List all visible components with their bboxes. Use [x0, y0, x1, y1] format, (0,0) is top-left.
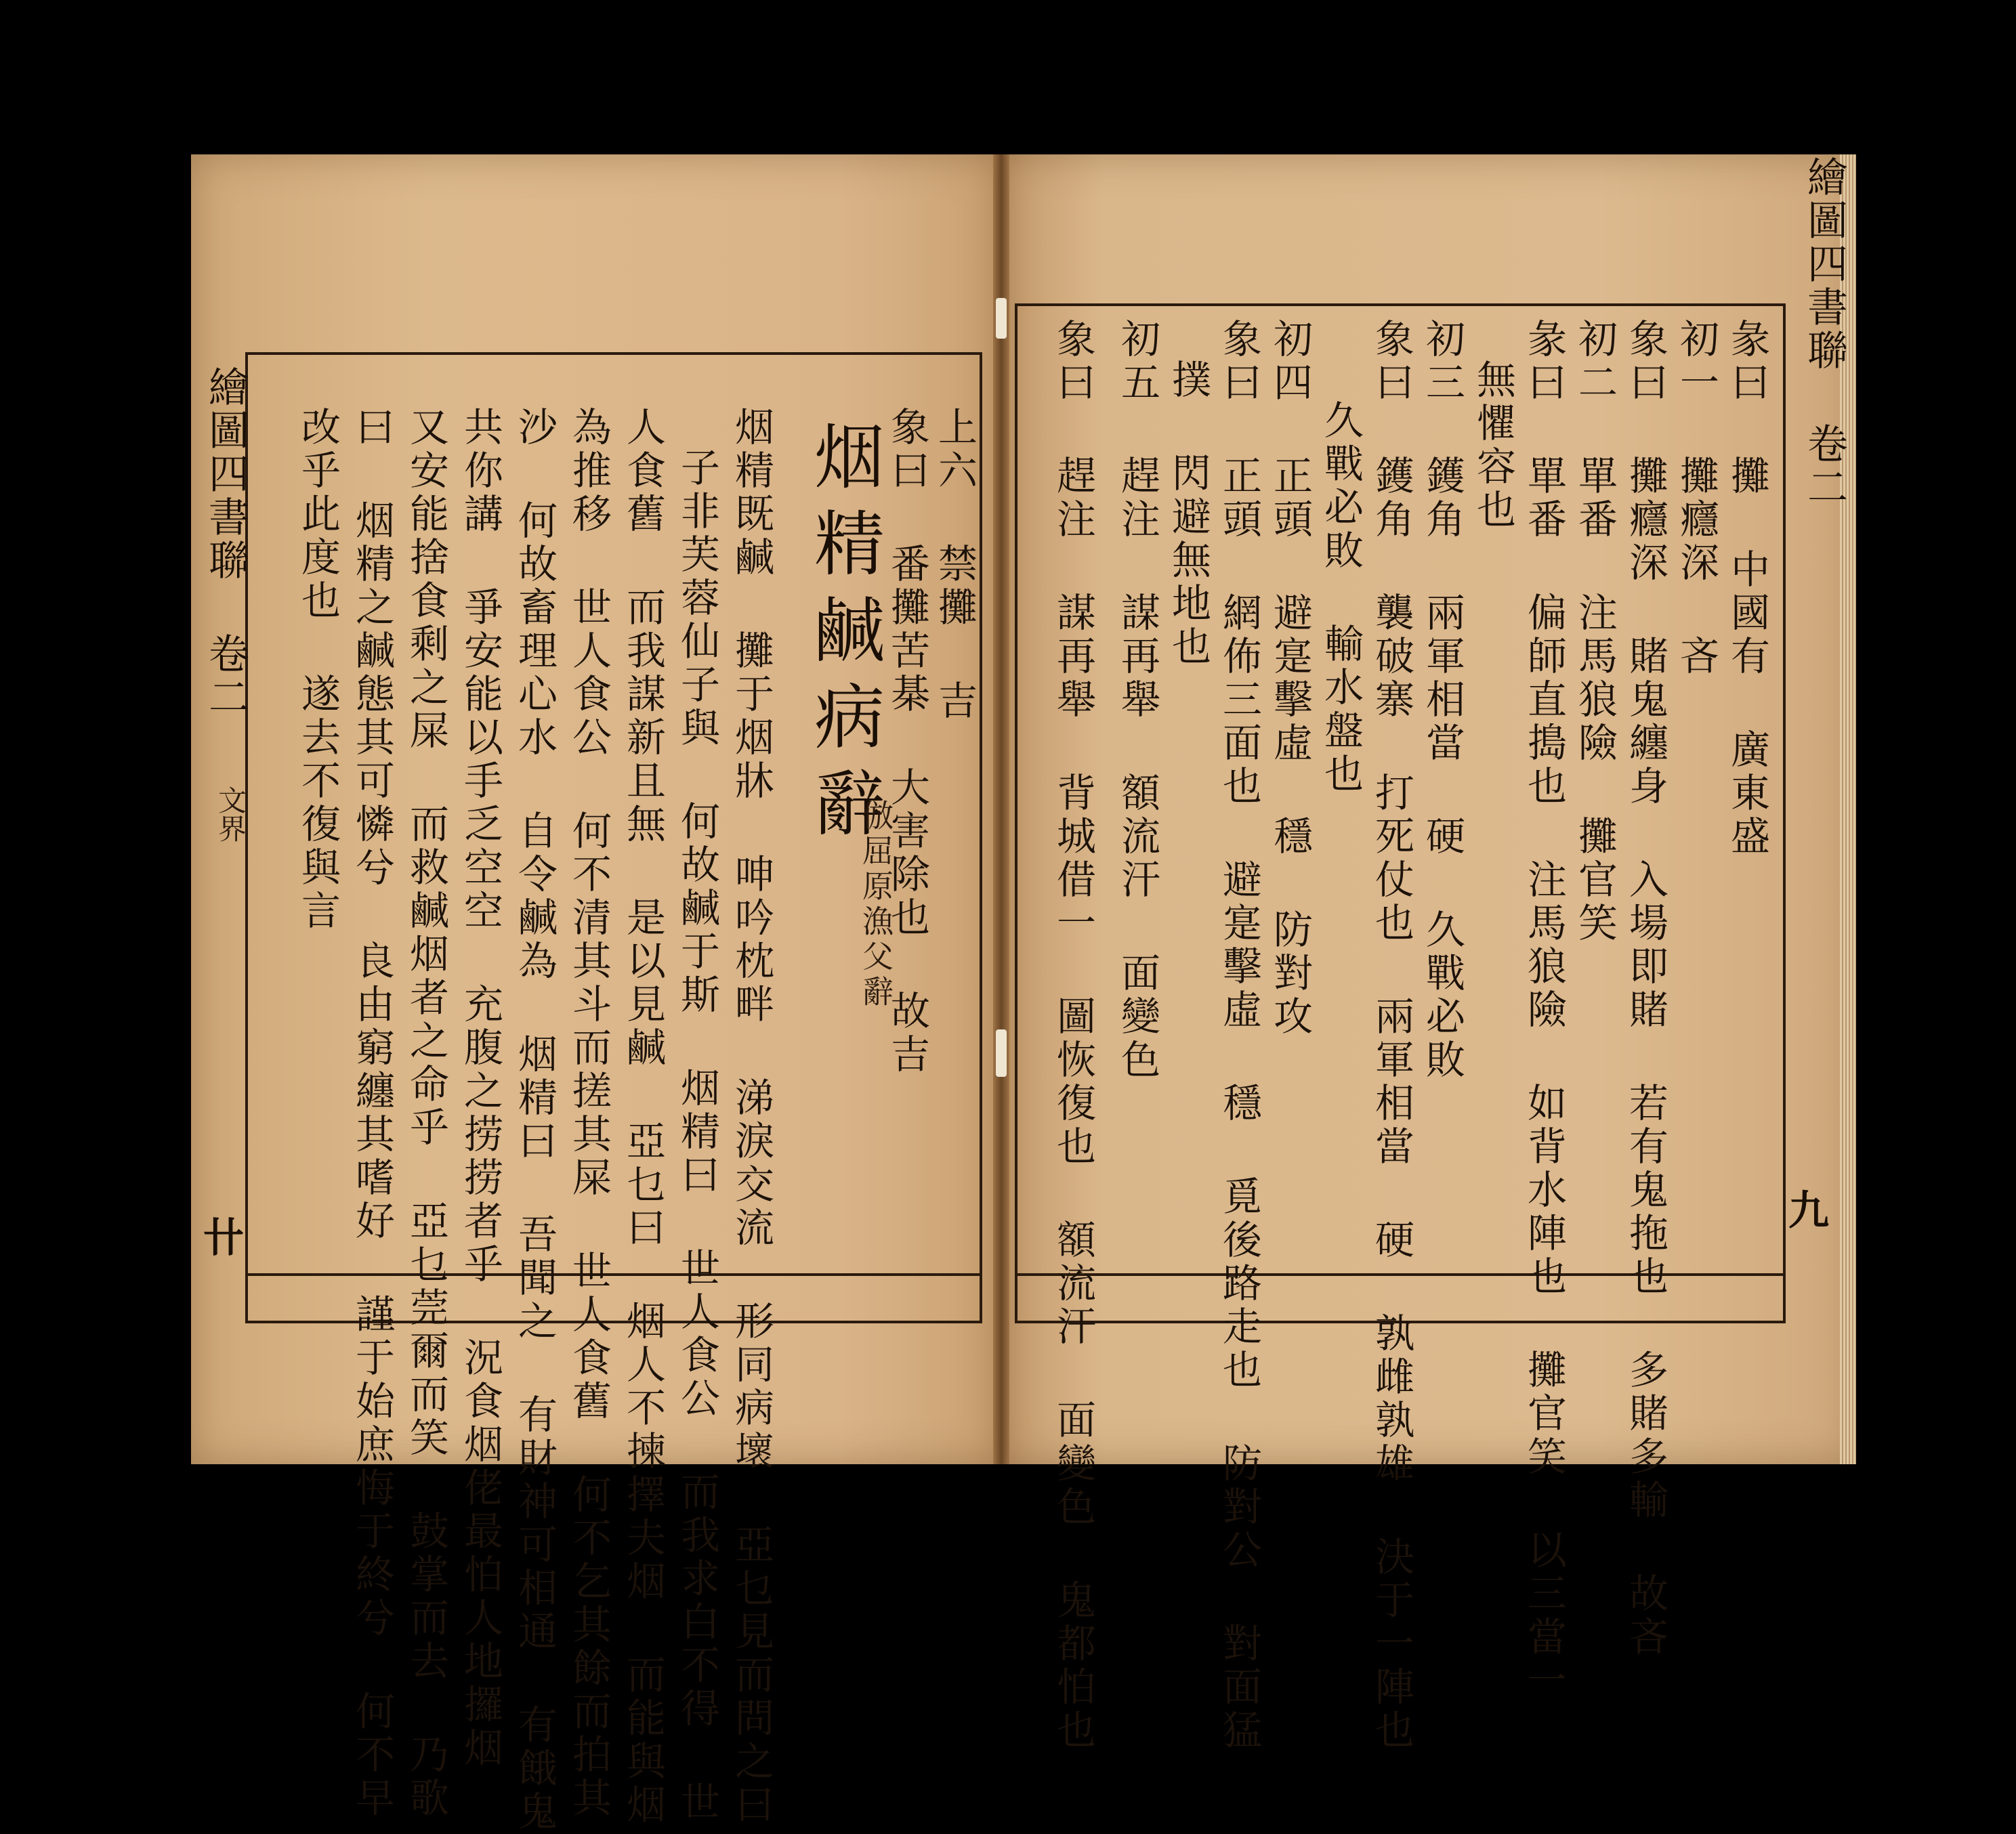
right-header-title: 繪圖四書聯 卷二	[1801, 156, 1848, 509]
text-column: 象曰 番攤苦棊 大害除也 故吉	[884, 406, 930, 1077]
text-column: 彖曰 單番 偏師直搗也 注馬狼險 如背水陣也 攤官笑 以三當一	[1521, 318, 1567, 1703]
text-column: 初五 趕注 謀再舉 額流汗 面變色	[1114, 318, 1160, 1082]
text-column: 沙 何故畜理心水 自令鹹為 烟精曰 吾聞之 有財神可相通 有餓鬼	[511, 406, 558, 1834]
text-column: 初三 鑊角 兩軍相當 硬 久戰必敗	[1419, 318, 1465, 1082]
text-column: 改乎此度也 遂去不復與言	[295, 406, 341, 933]
text-column: 撲 閃避無地也	[1165, 359, 1211, 669]
text-column: 初二 單番 注馬狼險 攤官笑	[1572, 318, 1618, 945]
text-column: 象曰 正頭 網佈三面也 避寔擊虛 穩 覓後路走也 防對公 對面猛	[1216, 318, 1262, 1753]
text-column: 共你講 爭安能以手乏空空 充腹之捞捞者乎 況食烟佬最怕人地攞烟	[457, 406, 503, 1770]
left-margin-mark: 文界	[214, 786, 247, 843]
text-column: 人食舊 而我謀新且無 是以見鹹 亞乜曰 烟人不揀擇夫烟 而能與烟	[620, 406, 666, 1827]
text-column: 象曰 趕注 謀再舉 背城借一 圖恢復也 額流汗 面變色 鬼都怕也	[1050, 318, 1096, 1753]
text-column: 無懼容也	[1470, 359, 1516, 532]
text-column: 為推移 世人食公 何不清其斗而搓其屎 世人食舊 何不乞其餘而拍其	[566, 406, 612, 1820]
text-column: 象曰 鑊角 襲破寨 打死仗也 兩軍相當 硬 孰雌孰雄 決于一陣也	[1368, 318, 1414, 1753]
essay-title: 烟精鹹病辭	[802, 420, 885, 853]
book-spine	[993, 154, 1009, 1464]
text-column: 曰 烟精之鹹態其可憐兮 良由窮纏其嗜好 謹于始庶悔于終兮 何不早	[349, 406, 395, 1820]
right-leaf-number: 九	[1788, 1187, 1829, 1235]
text-column: 烟精既鹹 攤于烟牀 呻吟枕畔 涕淚交流 形同病壞 亞乜見而問之曰	[728, 406, 774, 1827]
text-column: 子非芙蓉仙子與 何故鹹于斯 烟精曰 世人食公 而我求白不得 世	[674, 447, 720, 1825]
text-column: 彖曰 攤 中國有 廣東盛	[1724, 318, 1770, 859]
left-leaf-number: 卄	[203, 1214, 244, 1262]
text-column: 初四 正頭 避寔擊虛 穩 防對攻	[1267, 318, 1313, 1039]
binding-thread	[996, 298, 1007, 339]
text-column: 久戰必敗 輸水盤也	[1318, 400, 1364, 796]
text-column: 上六 禁攤 吉	[931, 406, 978, 723]
text-column: 象曰 攤癮深 賭鬼纏身 入場即賭 若有鬼拖也 多賭多輸 故吝	[1622, 318, 1668, 1659]
text-column: 初一 攤癮深 吝	[1673, 318, 1719, 679]
essay-author-note: 倣屈原漁父辭	[858, 799, 894, 1010]
left-header-title: 繪圖四書聯 卷二	[202, 366, 249, 719]
binding-thread	[996, 1029, 1007, 1077]
text-column: 又安能捨食剩之屎 而救鹹烟者之命乎 亞乜莞爾而笑 鼓掌而去 乃歌	[403, 406, 449, 1820]
